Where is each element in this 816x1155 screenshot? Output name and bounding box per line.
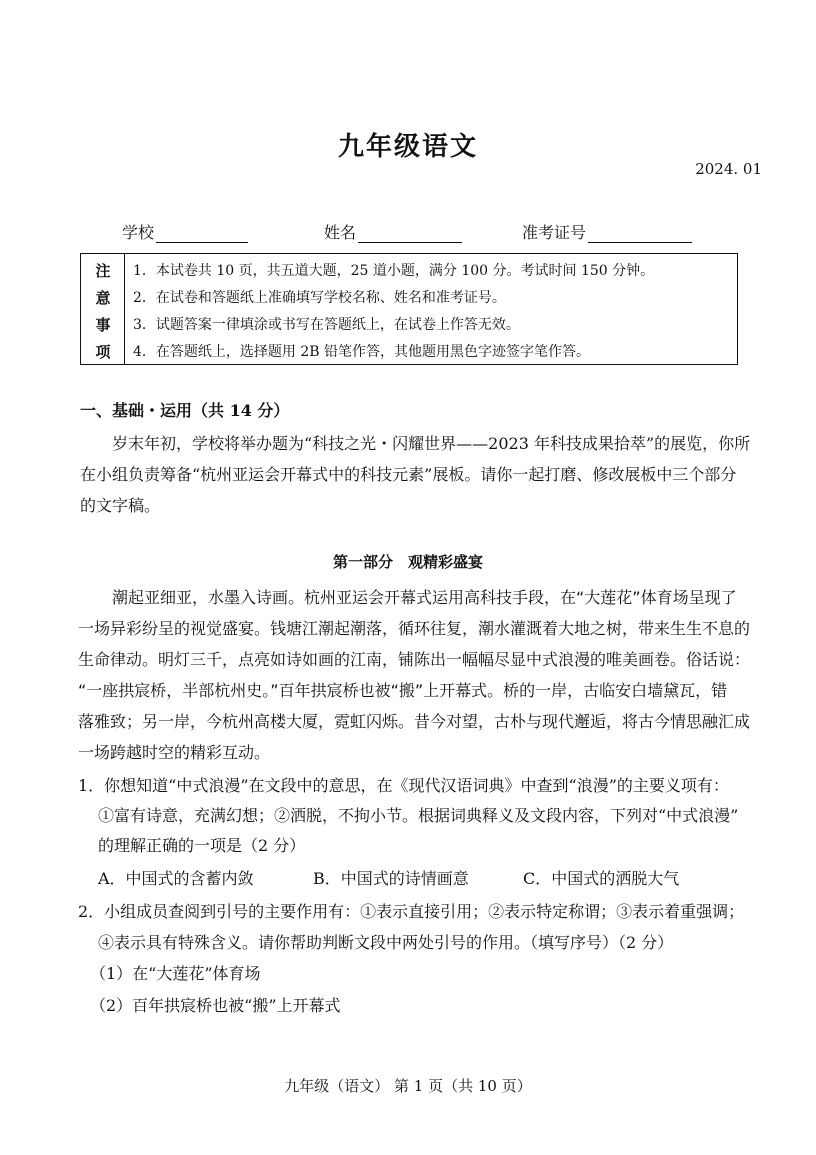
question-1-option-a: A．中国式的含蓄内敛 [98, 869, 254, 888]
part-title: 第一部分 观精彩盛宴 [332, 553, 483, 571]
intro-line: 的文字稿。 [80, 496, 161, 515]
page-title: 九年级语文 [337, 132, 478, 162]
passage-line: 生命律动。明灯三千，点亮如诗如画的江南，铺陈出一幅幅尽显中式浪漫的唯美画卷。俗话说： [78, 650, 751, 669]
notice-side-char: 意 [95, 289, 111, 307]
passage-line: 落雅致；另一岸，今杭州高楼大厦，霓虹闪烁。昔今对望，古朴与现代邂逅，将古今情思融汇成 [78, 712, 751, 731]
notice-item: 4．在答题纸上，选择题用 2B 铅笔作答，其他题用黑色字迹签字笔作答。 [133, 344, 591, 360]
section-heading: 一、基础・运用（共 14 分） [80, 401, 290, 420]
passage-line: “一座拱宸桥，半部杭州史。”百年拱宸桥也被“搬”上开幕式。桥的一岸，古临安白墙黛瓦，错 [78, 681, 728, 700]
notice-item: 2．在试卷和答题纸上准确填写学校名称、姓名和准考证号。 [133, 290, 506, 306]
notice-side-char: 项 [95, 343, 111, 361]
notice-side-char: 事 [95, 316, 111, 334]
name-label: 姓名 [324, 223, 357, 242]
notice-item: 3．试题答案一律填涂或书写在答题纸上，在试卷上作答无效。 [133, 317, 520, 333]
exam-id-field [522, 220, 692, 243]
question-2-sub: （1）在“大莲花”体育场 [90, 964, 261, 983]
question-1-line: ①富有诗意，充满幻想；②洒脱，不拘小节。根据词典释义及文段内容，下列对“中式浪漫” [98, 806, 739, 825]
notice-side-char: 注 [95, 262, 111, 280]
notice-box [80, 253, 738, 365]
notice-item: 1．本试卷共 10 页，共五道大题，25 道小题，满分 100 分。考试时间 150 分钟。 [133, 263, 655, 279]
question-2-line: ④表示具有特殊含义。请你帮助判断文段中两处引号的作用。（填写序号）（2 分） [98, 933, 674, 952]
page-footer: 九年级（语文） 第 1 页（共 10 页） [284, 1077, 532, 1095]
exam-id-label: 准考证号 [522, 223, 587, 242]
exam-date: 2024. 01 [695, 160, 762, 178]
question-2-sub: （2）百年拱宸桥也被“搬”上开幕式 [90, 996, 341, 1015]
intro-line: 岁末年初，学校将举办题为“科技之光・闪耀世界——2023 年科技成果拾萃”的展览，你所 [112, 434, 751, 453]
question-2-line: 2．小组成员查阅到引号的主要作用有：①表示直接引用；②表示特定称谓；③表示着重强调； [78, 902, 745, 921]
intro-line: 在小组负责筹备“杭州亚运会开幕式中的科技元素”展板。请你一起打磨、修改展板中三个部分 [80, 465, 737, 484]
question-1-option-b: B．中国式的诗情画意 [313, 869, 469, 888]
passage-line: 一场跨越时空的精彩互动。 [78, 743, 271, 762]
question-1-line: 的理解正确的一项是（2 分） [98, 836, 306, 855]
question-1-option-c: C．中国式的洒脱大气 [523, 869, 680, 888]
name-field [324, 220, 462, 243]
school-field [122, 220, 248, 243]
notice-side-label [81, 254, 125, 364]
passage-line: 潮起亚细亚，水墨入诗画。杭州亚运会开幕式运用高科技手段，在“大莲花”体育场呈现了 [112, 588, 737, 607]
school-blank[interactable] [156, 242, 248, 243]
passage-line: 一场异彩纷呈的视觉盛宴。钱塘江潮起潮落，循环往复，潮水灌溉着大地之树，带来生生不息的 [78, 619, 751, 638]
name-blank[interactable] [358, 242, 462, 243]
school-label: 学校 [122, 223, 155, 242]
exam-id-blank[interactable] [588, 242, 692, 243]
question-1-line: 1．你想知道“中式浪漫”在文段中的意思，在《现代汉语词典》中查到“浪漫”的主要义项有： [78, 776, 729, 795]
